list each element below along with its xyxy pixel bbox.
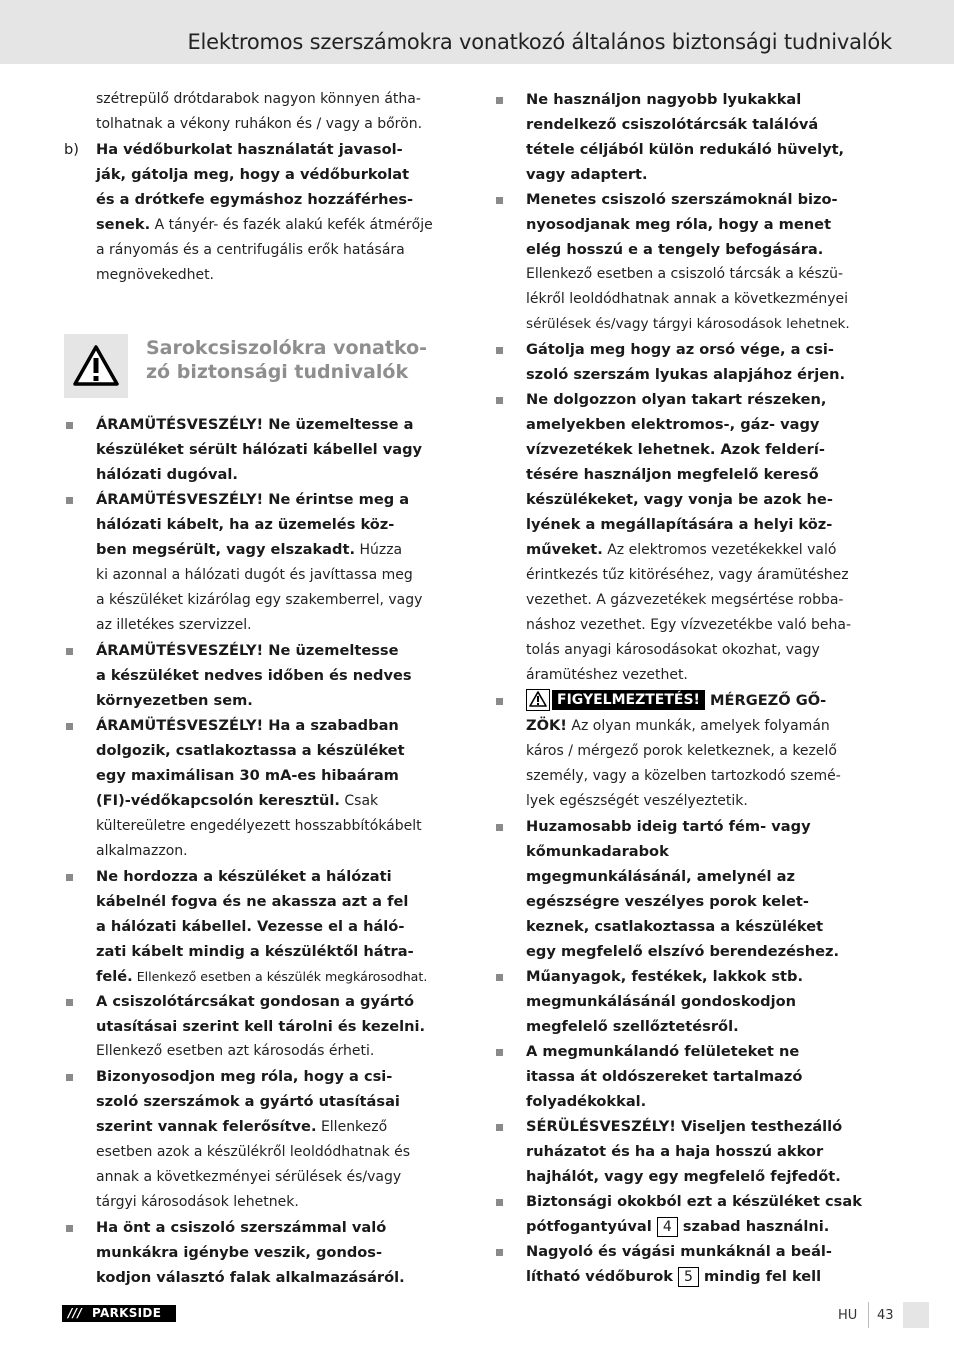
text-span: Csak [339, 793, 379, 809]
text-line: kábelnél fogva és ne akassza azt a fel [96, 893, 409, 910]
reference-number: 5 [678, 1267, 699, 1287]
list-item-warning [492, 688, 892, 814]
bullet-icon [66, 648, 73, 655]
text-line: Ne használjon nagyobb lyukakkal [526, 91, 802, 108]
text-line: áramütéshez vezethet. [526, 667, 688, 683]
bullet-icon [66, 422, 73, 429]
list-item [62, 713, 458, 864]
bullet-icon [66, 723, 73, 730]
text-line: esetben azok a készülékről leoldódhatnak és [96, 1144, 411, 1160]
text-line: alkalmazzon. [96, 843, 188, 859]
title-line: zó biztonsági tudnivalók [146, 361, 409, 383]
list-item [492, 387, 892, 688]
text-line: zati kábelt mindig a készüléktől hátra- [96, 943, 414, 960]
text-line: (FI)-védőkapcsolón keresztül. [96, 792, 340, 809]
text-line: Ha védőburkolat használatát javasol- [96, 141, 403, 158]
text-line: amelyekben elektromos-, gáz- vagy [526, 416, 820, 433]
text-line: tésére használjon megfelelő kereső [526, 466, 819, 483]
list-item [492, 87, 892, 187]
bullet-icon [496, 974, 503, 981]
text-line: szoló szerszámok a gyártó utasításai [96, 1093, 400, 1110]
text-line: vagy adaptert. [526, 166, 648, 183]
reference-number: 4 [657, 1217, 678, 1237]
list-item [492, 187, 892, 337]
text-line: elég hosszú e a tengely befogására. [526, 241, 824, 258]
bullet-icon [496, 397, 503, 404]
text-line: szétrepülő drótdarabok nagyon könnyen átha- [96, 91, 421, 107]
text-line: ruházatot és ha a haja hosszú akkor [526, 1143, 824, 1160]
right-column [492, 87, 892, 1289]
bullet-icon [496, 197, 503, 204]
text-span: pótfogantyúval [526, 1218, 657, 1235]
text-line: tárgyi károsodások lehetnek. [96, 1194, 299, 1210]
text-line: ZÖK! [526, 717, 567, 734]
section-heading [62, 334, 458, 400]
text-line: ÁRAMÜTÉSVESZÉLY! Ne üzemeltesse [96, 642, 399, 659]
bullet-icon [66, 999, 73, 1006]
page-number: 43 [877, 1308, 894, 1323]
text-line: a rányomás és a centrifugális erők hatására [96, 242, 405, 258]
text-line: Menetes csiszoló szerszámoknál bizo- [526, 191, 838, 208]
list-item [62, 989, 458, 1064]
text-line: ÁRAMÜTÉSVESZÉLY! Ne érintse meg a [96, 491, 410, 508]
text-line: személy, vagy a közelben tartozkodó szemé- [526, 768, 841, 784]
page-header [0, 0, 954, 64]
bullet-icon [496, 347, 503, 354]
text-line: lyek egészségét veszélyeztetik. [526, 793, 748, 809]
text-line: ben megsérült, vagy elszakadt. [96, 541, 355, 558]
bullet-icon [66, 1225, 73, 1232]
bullet-icon [496, 1249, 503, 1256]
bullet-icon [496, 1124, 503, 1131]
text-line: Huzamosabb ideig tartó fém- vagy [526, 818, 811, 835]
text-line: felé. [96, 968, 133, 985]
text-line: kodjon választó falak alkalmazásáról. [96, 1269, 405, 1286]
text-line: kőmunkadarabok [526, 843, 669, 860]
text-line: keznek, csatlakoztassa a készüléket [526, 918, 824, 935]
text-line: dolgozik, csatlakoztassa a készüléket [96, 742, 405, 759]
text-line: Biztonsági okokból ezt a készüléket csak [526, 1193, 862, 1210]
logo-text: PARKSIDE [92, 1306, 162, 1320]
text-line: lyének a megállapítására a helyi köz- [526, 516, 833, 533]
text-span: lítható védőburok [526, 1268, 679, 1285]
list-item [492, 1039, 892, 1114]
text-line: vízvezetékek lehetnek. Azok felderí- [526, 441, 825, 458]
text-line: Ellenkező esetben a csiszoló tárcsák a készü- [526, 266, 844, 282]
list-item [492, 337, 892, 387]
text-line: készülékeket, vagy vonja be azok he- [526, 491, 833, 508]
list-item [62, 1064, 458, 1215]
footer-marker [903, 1302, 929, 1328]
text-line: Műanyagok, festékek, lakkok stb. [526, 968, 803, 985]
title-line: Sarokcsiszolókra vonatko- [146, 337, 428, 359]
text-line: hálózati kábelt, ha az üzemelés köz- [96, 516, 395, 533]
text-span: Ellenkező [316, 1119, 388, 1135]
text-line: érintkezés tűz kitöréséhez, vagy áramütéshez [526, 567, 849, 583]
text-line: ÁRAMÜTÉSVESZÉLY! Ha a szabadban [96, 717, 399, 734]
text-line: egészségre veszélyes porok kelet- [526, 893, 809, 910]
text-line: A megmunkálandó felületeket ne [526, 1043, 800, 1060]
language-code: HU [838, 1308, 858, 1323]
text-line: nyosodjanak meg róla, hogy a menet [526, 216, 832, 233]
text-span: Az olyan munkák, amelyek folyamán [566, 718, 830, 734]
text-line: ják, gátolja meg, hogy a védőburkolat [96, 166, 410, 183]
text-line: Ne hordozza a készüléket a hálózati [96, 868, 392, 885]
list-item [492, 1114, 892, 1189]
text-line: Nagyoló és vágási munkáknál a beál- [526, 1243, 832, 1260]
text-line: szerint vannak felerősítve. [96, 1118, 317, 1135]
continued-text [62, 87, 458, 137]
bullet-icon [496, 1199, 503, 1206]
list-item [62, 487, 458, 638]
text-line: A csiszolótárcsákat gondosan a gyártó [96, 993, 415, 1010]
text-line: Ne dolgozzon olyan takart részeken, [526, 391, 827, 408]
text-line: senek. [96, 216, 151, 233]
text-span: szabad használni. [677, 1218, 830, 1235]
list-item [62, 864, 458, 989]
text-line: itassa át oldószereket tartalmazó [526, 1068, 803, 1085]
text-line: műveket. [526, 541, 603, 558]
bullet-icon [496, 698, 503, 705]
list-item [62, 1215, 458, 1290]
text-line: vezethet. A gázvezetékek megsértése robba- [526, 592, 844, 608]
warning-triangle-icon [526, 689, 550, 711]
text-line: tolhatnak a vékony ruhákon és / vagy a bőrön. [96, 116, 423, 132]
list-item [492, 1189, 892, 1239]
bullet-icon [496, 1049, 503, 1056]
text-line: mgegmunkálásánál, amelynél az [526, 868, 795, 885]
list-item [62, 412, 458, 487]
text-line: a készüléket nedves időben és nedves [96, 667, 412, 684]
text-span: A tányér- és fazék alakú kefék átmérője [150, 217, 433, 233]
warning-icon [64, 334, 128, 398]
text-line: megnövekedhet. [96, 267, 215, 283]
left-column [62, 87, 458, 1290]
text-line: Ha önt a csiszoló szerszámmal való [96, 1219, 387, 1236]
text-line: annak a következményei sérülések és/vagy [96, 1169, 402, 1185]
list-item-b [62, 137, 458, 288]
text-line: szoló szerszám lyukas alapjához érjen. [526, 366, 846, 383]
text-line: ÁRAMÜTÉSVESZÉLY! Ne üzemeltesse a [96, 416, 414, 433]
bullet-icon [66, 874, 73, 881]
text-line: lékről leoldódhatnak annak a következményei [526, 291, 849, 307]
text-line: megfelelő szellőztetésről. [526, 1018, 739, 1035]
list-item [492, 1239, 892, 1289]
text-line: sérülések és/vagy tárgyi károsodások lehetnek. [526, 316, 850, 332]
text-span: mindig fel kell [698, 1268, 822, 1285]
text-line: káros / mérgező porok keletkeznek, a kezelő [526, 743, 837, 759]
text-line: rendelkező csiszolótárcsák találóvá [526, 116, 819, 133]
text-line: utasításai szerint kell tárolni és kezelni. [96, 1018, 426, 1035]
text-line: megmunkálásánál gondoskodjon [526, 993, 797, 1010]
bullet-icon [496, 97, 503, 104]
text-line: hajhálót, vagy egy megfelelő fejfedőt. [526, 1168, 841, 1185]
text-line: tolás anyagi károsodásokat okozhat, vagy [526, 642, 820, 658]
text-span: Ellenkező esetben a készülék megkárosodhat. [132, 969, 428, 984]
text-line: készüléket sérült hálózati kábellel vagy [96, 441, 423, 458]
list-item [492, 814, 892, 964]
list-item [62, 638, 458, 713]
text-line: náshoz vezethet. Egy vízvezetékbe való beha- [526, 617, 851, 633]
bullet-icon [66, 497, 73, 504]
text-span: Húzza [355, 542, 403, 558]
warning-label: FIGYELMEZTETÉS! [552, 690, 705, 710]
text-line: egy megfelelő elszívó berendezéshez. [526, 943, 840, 960]
text-line: a készüléket kizárólag egy szakemberrel, vagy [96, 592, 423, 608]
text-span: MÉRGEZŐ GŐ- [704, 692, 827, 709]
text-line: az illetékes szervizzel. [96, 617, 252, 633]
text-line: a hálózati kábellel. Vezesse el a háló- [96, 918, 405, 935]
text-line: Ellenkező esetben azt károsodás érheti. [96, 1043, 375, 1059]
text-line: tétele céljából külön redukáló hüvelyt, [526, 141, 845, 158]
text-line: kültereületre engedélyezett hosszabbítókábelt [96, 818, 422, 834]
footer-divider [868, 1302, 869, 1328]
text-line: környezetben sem. [96, 692, 253, 709]
text-line: hálózati dugóval. [96, 466, 238, 483]
text-line: folyadékokkal. [526, 1093, 647, 1110]
text-line: egy maximálisan 30 mA-es hibaáram [96, 767, 399, 784]
text-line: munkákra igénybe veszik, gondos- [96, 1244, 383, 1261]
text-line: ki azonnal a hálózati dugót és javíttassa meg [96, 567, 413, 583]
item-letter: b) [64, 141, 79, 158]
logo-stripes: /// [68, 1306, 83, 1320]
bullet-icon [66, 1074, 73, 1081]
brand-logo [62, 1305, 176, 1322]
text-line: Gátolja meg hogy az orsó vége, a csi- [526, 341, 834, 358]
section-title [146, 336, 427, 384]
text-line: SÉRÜLÉSVESZÉLY! Viseljen testhezálló [526, 1118, 843, 1135]
page-title: Elektromos szerszámokra vonatkozó általános biztonsági tudnivalók [187, 30, 892, 54]
list-item [492, 964, 892, 1039]
bullet-icon [496, 824, 503, 831]
text-line: Bizonyosodjon meg róla, hogy a csi- [96, 1068, 393, 1085]
text-line: és a drótkefe egymáshoz hozzáférhes- [96, 191, 414, 208]
text-span: Az elektromos vezetékekkel való [602, 542, 837, 558]
